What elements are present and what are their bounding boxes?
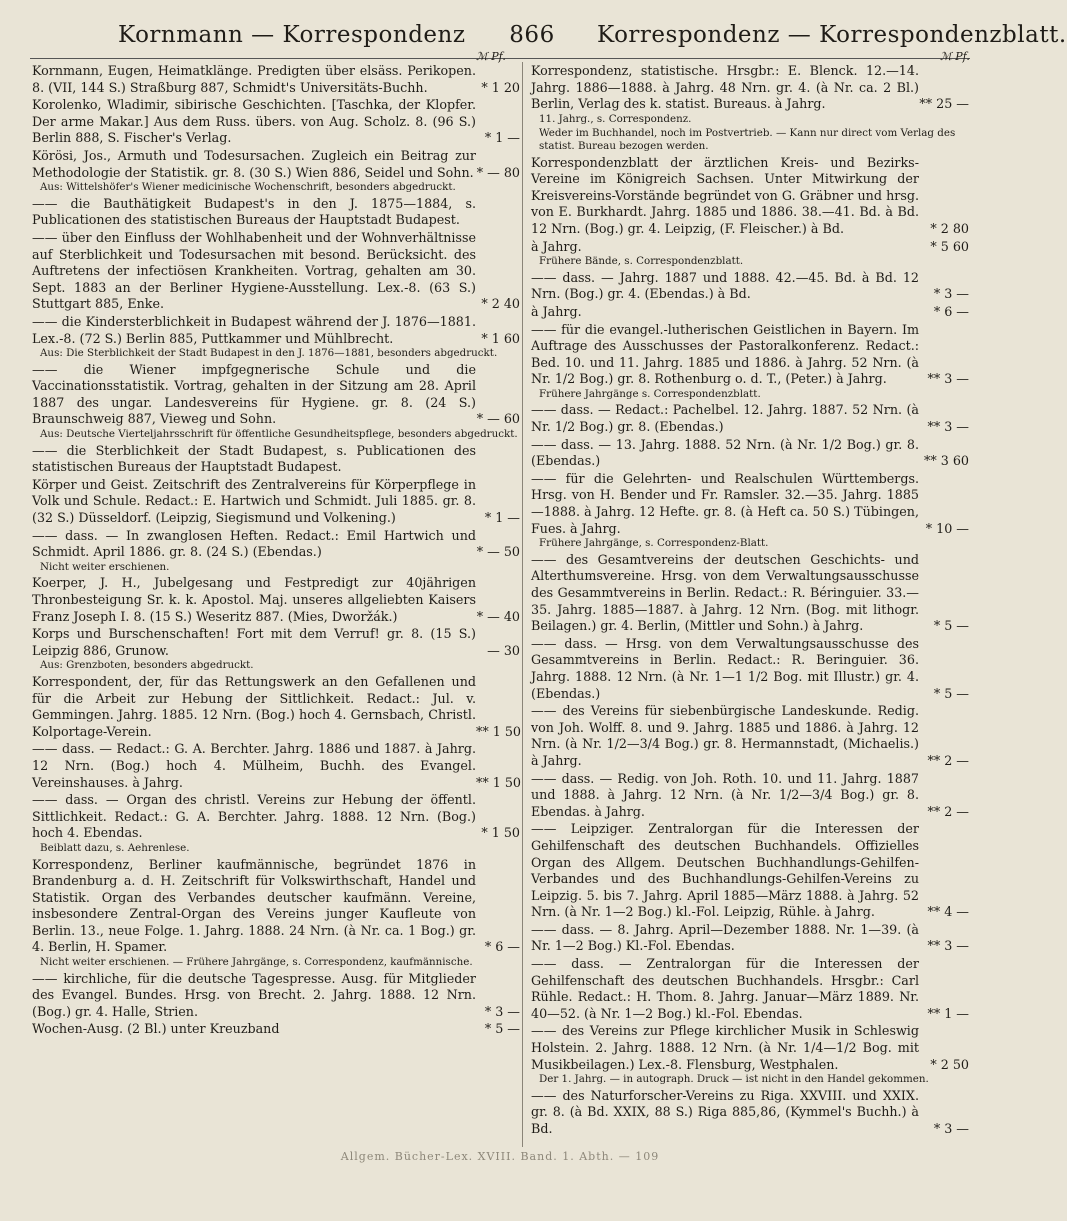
entry-price: * 1 20 bbox=[481, 79, 520, 95]
bibliography-entry bbox=[32, 857, 520, 957]
entry-text: Körösi, Jos., Armuth und Todesursachen. Zugleich ein Beitrag zur Methodologie der Statistik. gr. 8. (30 S.) Wien 886, Seidel und Sohn. bbox=[32, 147, 476, 180]
running-head-left: Kornmann — Korrespondenz bbox=[118, 22, 466, 48]
bibliography-entry bbox=[531, 437, 969, 470]
entry-text: —— die Sterblichkeit der Stadt Budapest, s. Publicationen des statistischen Bureaus der Hauptstadt Budapest. bbox=[32, 442, 476, 475]
entry-price: * 10 — bbox=[925, 520, 969, 536]
entry-price: * 5 — bbox=[933, 685, 969, 701]
entry-note: Frühere Jahrgänge s. Correspondenzblatt. bbox=[539, 387, 761, 400]
entry-text: Kornmann, Eugen, Heimatklänge. Predigten über elsäss. Perikopen. 8. (VII, 144 S.) Straßburg 887, Schmidt's Universitäts-Buchh. bbox=[32, 63, 476, 95]
bibliography-entry bbox=[32, 477, 520, 527]
entry-text: —— dass. — Jahrg. 1887 und 1888. 42.—45. Bd. à Bd. 12 Nrn. (Bog.) gr. 4. (Ebendas.) à Bd. bbox=[531, 269, 919, 302]
entry-text: Koerper, J. H., Jubelgesang und Festpredigt zur 40jährigen Thronbesteigung Sr. k. k. Apostol. Maj. unseres allgeliebten Kaisers Franz Joseph I. 8. (15 S.) Weseritz 887. (Mies, Dworžák.) bbox=[32, 575, 476, 624]
bibliography-entry bbox=[32, 230, 520, 313]
entry-note: Aus: Deutsche Vierteljahrsschrift für öffentliche Gesundheitspflege, besonders abgedruckt. bbox=[40, 428, 518, 441]
entry-price: ** 1 50 bbox=[476, 723, 521, 739]
entry-price: * 2 50 bbox=[930, 1056, 969, 1072]
price-columns-label-right: ℳ Pf. bbox=[940, 50, 970, 63]
entry-note: Aus: Grenzboten, besonders abgedruckt. bbox=[40, 659, 254, 672]
entry-text: à Jahrg. bbox=[531, 238, 582, 254]
entry-price: * 6 — bbox=[484, 939, 520, 955]
bibliography-entry bbox=[531, 636, 969, 702]
entry-price: * 3 — bbox=[484, 1003, 520, 1019]
bibliography-entry bbox=[531, 771, 969, 821]
entry-note: Beiblatt dazu, s. Aehrenlese. bbox=[40, 841, 190, 854]
column-divider bbox=[522, 62, 523, 1147]
bibliography-entry bbox=[32, 443, 520, 476]
page-number: 866 bbox=[509, 22, 555, 48]
bibliography-entry bbox=[32, 792, 520, 842]
entry-price: ** 4 — bbox=[927, 904, 969, 920]
entry-price: ** 1 — bbox=[927, 1005, 969, 1021]
bibliography-entry bbox=[531, 239, 969, 256]
bibliography-entry bbox=[32, 97, 520, 147]
entry-price: * 5 — bbox=[933, 618, 969, 634]
entry-price: ** 25 — bbox=[919, 96, 969, 112]
bibliography-entry bbox=[531, 471, 969, 537]
entry-price: * 2 80 bbox=[930, 220, 969, 236]
entry-price: * 6 — bbox=[933, 303, 969, 319]
bibliography-entry bbox=[32, 741, 520, 791]
entry-note: Der 1. Jahrg. — in autograph. Druck — ist nicht in den Handel gekommen. bbox=[539, 1073, 929, 1086]
price-columns-label-left: ℳ Pf. bbox=[476, 50, 506, 63]
entry-text: Korrespondenz, Berliner kaufmännische, begründet 1876 in Brandenburg a. d. H. Zeitschrift für Volkswirthschaft, Handel und Statistik. Organ des Verbandes deutscher kaufmänn. Vereine, insbesondere Zentral-Organ des Vereins junger Kaufleute von Berlin. 13., neue Folge. 1. Jahrg. 1888. 24 Nrn. (à Nr. ca. 1 Bog.) gr. 4. Berlin, H. Spamer. bbox=[32, 856, 476, 955]
entry-note: Nicht weiter erschienen. — Frühere Jahrgänge, s. Correspondenz, kaufmännische. bbox=[40, 956, 473, 969]
entry-price: * — 50 bbox=[476, 544, 520, 560]
entry-price: * 3 — bbox=[933, 1121, 969, 1136]
entry-price: ** 1 50 bbox=[476, 774, 521, 790]
entry-price: ** 2 — bbox=[927, 752, 969, 768]
entry-price: * — 60 bbox=[476, 411, 520, 427]
entry-text: —— die Bauthätigkeit Budapest's in den J. 1875—1884, s. Publicationen des statistischen Bureaus der Hauptstadt Budapest. bbox=[32, 195, 476, 228]
bibliography-entry bbox=[32, 626, 520, 659]
entry-price: ** 3 60 bbox=[924, 453, 969, 469]
entry-text: Korrespondent, der, für das Rettungswerk an den Gefallenen und für die Arbeit zur Hebung der Sittlichkeit. Redact.: Jul. v. Gemmingen. Jahrg. 1885. 12 Nrn. (Bog.) hoch 4. Gernsbach, Christl. Kolportage-Verein. bbox=[32, 673, 476, 739]
bibliography-entry bbox=[32, 314, 520, 347]
entry-text: —— für die Gelehrten- und Realschulen Württembergs. Hrsg. von H. Bender und Fr. Ramsler. 32.—35. Jahrg. 1885—1888. à Jahrg. 12 Hefte. gr. 8. (à Heft ca. 50 S.) Tübingen, Fues. à Jahrg. bbox=[531, 470, 919, 536]
entry-text: Korrespondenz, statistische. Hrsgbr.: E. Blenck. 12.—14. Jahrg. 1886—1888. à Jahrg. 48 Nrn. gr. 4. (à Nr. ca. 2 Bl.) Berlin, Verlag des k. statist. Bureaus. à Jahrg. bbox=[531, 63, 919, 112]
entry-note: Aus: Wittelshöfer's Wiener medicinische Wochenschrift, besonders abgedruckt. bbox=[40, 181, 456, 194]
bibliography-entry bbox=[32, 148, 520, 181]
bibliography-entry bbox=[531, 304, 969, 321]
entry-price: * 5 60 bbox=[930, 238, 969, 254]
entry-text: —— des Naturforscher-Vereins zu Riga. XXVIII. und XXIX. gr. 8. (à Bd. XXIX, 88 S.) Riga 885,86, (Kymmel's Buchh.) à Bd. bbox=[531, 1087, 919, 1136]
entry-note: Frühere Bände, s. Correspondenzblatt. bbox=[539, 255, 744, 268]
page-footer: Allgem. Bücher-Lex. XVIII. Band. 1. Abth. — 109 bbox=[340, 1150, 660, 1163]
entry-note: Weder im Buchhandel, noch im Postvertrieb. — Kann nur direct vom Verlag des statist. Bureau bezogen werden. bbox=[539, 127, 956, 152]
entry-text: —— die Kindersterblichkeit in Budapest während der J. 1876—1881. Lex.-8. (72 S.) Berlin 885, Puttkammer und Mühlbrecht. bbox=[32, 313, 476, 346]
entry-text: —— dass. — Redig. von Joh. Roth. 10. und 11. Jahrg. 1887 und 1888. à Jahrg. 12 Nrn. (à Nr. 1/2—3/4 Bog.) gr. 8. Ebendas. à Jahrg. bbox=[531, 770, 919, 819]
bibliography-entry bbox=[531, 1023, 969, 1073]
entry-text: —— kirchliche, für die deutsche Tagespresse. Ausg. für Mitglieder des Evangel. Bundes. Hrsg. von Brecht. 2. Jahrg. 1888. 12 Nrn. (Bog.) gr. 4. Halle, Strien. bbox=[32, 970, 476, 1019]
entry-text: à Jahrg. bbox=[531, 303, 582, 319]
entry-note: Frühere Jahrgänge, s. Correspondenz-Blatt. bbox=[539, 537, 769, 550]
entry-text: —— dass. — 8. Jahrg. April—Dezember 1888. Nr. 1—39. (à Nr. 1—2 Bog.) Kl.-Fol. Ebendas. bbox=[531, 921, 919, 954]
entry-text: Körper und Geist. Zeitschrift des Zentralvereins für Körperpflege in Volk und Schule. Redact.: E. Hartwich und Schmidt. Juli 1885. gr. 8. (32 S.) Düsseldorf. (Leipzig, Siegismund und Volkening.) bbox=[32, 476, 476, 526]
entry-text: —— des Vereins für siebenbürgische Landeskunde. Redig. von Joh. Wolff. 8. und 9. Jahrg. 1885 und 1886. à Jahrg. 12 Nrn. (à Nr. 1/2—3/4 Bog.) gr. 8. Hermannstadt, (Michaelis.) à Jahrg. bbox=[531, 703, 919, 768]
entry-price: * — 80 bbox=[476, 164, 520, 180]
entry-text: —— die Wiener impfgegnerische Schule und die Vaccinationsstatistik. Vortrag, gehalten in der Sitzung am 28. April 1887 des ungar. Landesvereins für Hygiene. gr. 8. (24 S.) Braunschweig 887, Vieweg und Sohn. bbox=[32, 361, 476, 427]
bibliography-entry bbox=[531, 703, 969, 769]
entry-text: —— dass. — Organ des christl. Vereins zur Hebung der öffentl. Sittlichkeit. Redact.: G. A. Berchter. Jahrg. 1888. 12 Nrn. (Bog.) hoch 4. Ebendas. bbox=[32, 792, 476, 841]
entry-text: —— des Gesamtvereins der deutschen Geschichts- und Alterthumsvereine. Hrsg. von dem Verwaltungsausschusse des Gesammtvereins in Berlin. Redact.: R. Béringuier. 33.—35. Jahrg. 1885—1887. à Jahrg. 12 Nrn. (Bog. mit lithogr. Beilagen.) gr. 4. Berlin, (Mittler und Sohn.) à Jahrg. bbox=[531, 551, 919, 634]
entry-text: —— dass. — Redact.: Pachelbel. 12. Jahrg. 1887. 52 Nrn. (à Nr. 1/2 Bog.) gr. 8. (Ebendas.) bbox=[531, 402, 919, 435]
bibliography-entry bbox=[32, 674, 520, 740]
entry-text: Korrespondenzblatt der ärztlichen Kreis- und Bezirks-Vereine im Königreich Sachsen. Unter Mitwirkung der Kreisvereins-Vorstände begründet von G. Gräbner und hrsg. von E. Burkhardt. Jahrg. 1885 und 1886. 38.—41. Bd. à Bd. 12 Nrn. (Bog.) gr. 4. Leipzig, (F. Fleischer.) à Bd. bbox=[531, 154, 919, 236]
entry-price: * 1 60 bbox=[481, 330, 520, 346]
entry-note: Nicht weiter erschienen. bbox=[40, 560, 170, 573]
bibliography-entry bbox=[531, 402, 969, 435]
bibliography-entry bbox=[531, 63, 969, 113]
entry-text: Wochen-Ausg. (2 Bl.) unter Kreuzband bbox=[32, 1021, 280, 1037]
right-column bbox=[531, 63, 969, 1138]
entry-price: * 3 — bbox=[933, 286, 969, 302]
left-column bbox=[32, 63, 520, 1038]
entry-text: —— dass. — 13. Jahrg. 1888. 52 Nrn. (à Nr. 1/2 Bog.) gr. 8. (Ebendas.) bbox=[531, 436, 919, 469]
entry-text: Korps und Burschenschaften! Fort mit dem Verruf! gr. 8. (15 S.) Leipzig 886, Grunow. bbox=[32, 626, 476, 658]
entry-price: ** 3 — bbox=[927, 938, 969, 954]
entry-price: ** 2 — bbox=[927, 803, 969, 819]
bibliography-entry bbox=[32, 971, 520, 1021]
entry-price: * 2 40 bbox=[481, 296, 520, 312]
entry-price: ** 3 — bbox=[927, 419, 969, 435]
entry-price: ** 3 — bbox=[927, 371, 969, 387]
bibliography-entry bbox=[32, 575, 520, 625]
bibliography-entry bbox=[32, 362, 520, 428]
entry-price: * 1 50 bbox=[481, 825, 520, 841]
entry-price: — 30 bbox=[487, 642, 520, 658]
running-head-right: Korrespondenz — Korrespondenzblatt. bbox=[597, 22, 1067, 48]
entry-text: —— dass. — In zwanglosen Heften. Redact.: Emil Hartwich und Schmidt. April 1886. gr. 8. (24 S.) (Ebendas.) bbox=[32, 527, 476, 560]
entry-note: Aus: Die Sterblichkeit der Stadt Budapest in den J. 1876—1881, besonders abgedruckt. bbox=[40, 347, 498, 360]
bibliography-entry bbox=[32, 1021, 520, 1038]
bibliography-entry bbox=[32, 528, 520, 561]
bibliography-entry bbox=[531, 821, 969, 921]
entry-text: —— dass. — Redact.: G. A. Berchter. Jahrg. 1886 und 1887. à Jahrg. 12 Nrn. (Bog.) hoch 4. Mülheim, Buchh. des Evangel. Vereinshauses. à Jahrg. bbox=[32, 741, 476, 790]
bibliography-entry bbox=[32, 63, 520, 96]
bibliography-entry bbox=[531, 322, 969, 388]
entry-text: —— für die evangel.-lutherischen Geistlichen in Bayern. Im Auftrage des Ausschusses der Pastoralkonferenz. Redact.: Bed. 10. und 11. Jahrg. 1885 und 1886. à Jahrg. 52 Nrn. (à Nr. 1/2 Bog.) gr. 8. Rothenburg o. d. T., (Peter.) à Jahrg. bbox=[531, 321, 919, 387]
bibliography-entry bbox=[531, 956, 969, 1022]
bibliography-entry bbox=[531, 155, 969, 238]
entry-text: —— dass. — Hrsg. von dem Verwaltungsausschusse des Gesammtvereins in Berlin. Redact.: R. Beringuier. 36. Jahrg. 1888. 12 Nrn. (à Nr. 1—1 1/2 Bog. mit Illustr.) gr. 4. (Ebendas.) bbox=[531, 635, 919, 701]
bibliography-entry bbox=[531, 552, 969, 635]
entry-price: * 1 — bbox=[484, 130, 520, 146]
bibliography-entry bbox=[531, 922, 969, 955]
entry-text: —— dass. — Zentralorgan für die Interessen der Gehilfenschaft des deutschen Buchhandels. Hrsgbr.: Carl Rühle. Redact.: H. Thom. 8. Jahrg. Januar—März 1889. Nr. 40—52. (à Nr. 1—2 Bog.) kl.-Fol. Ebendas. bbox=[531, 956, 919, 1021]
bibliography-entry bbox=[531, 1088, 969, 1138]
bibliography-entry bbox=[531, 270, 969, 303]
bibliography-entry bbox=[32, 196, 520, 229]
entry-text: Korolenko, Wladimir, sibirische Geschichten. [Taschka, der Klopfer. Der arme Makar.] Aus dem Russ. übers. von Aug. Scholz. 8. (96 S.) Berlin 888, S. Fischer's Verlag. bbox=[32, 97, 476, 146]
entry-text: —— Leipziger. Zentralorgan für die Interessen der Gehilfenschaft des deutschen Buchhandels. Offizielles Organ des Allgem. Deutschen Buchhandlungs-Gehilfen-Verbandes und des Buchhandlungs-Gehilfen-Vereins zu Leipzig. 5. bis 7. Jahrg. April 1885—März 1888. à Jahrg. 52 Nrn. (à Nr. 1—2 Bog.) kl.-Fol. Leipzig, Rühle. à Jahrg. bbox=[531, 821, 919, 920]
entry-text: —— über den Einfluss der Wohlhabenheit und der Wohnverhältnisse auf Sterblichkeit und Todesursachen mit besond. Berücksicht. des Auftretens der infectiösen Krankheiten. Vortrag, gehalten am 30. Sept. 1883 an der Berliner Hygiene-Ausstellung. Lex.-8. (63 S.) Stuttgart 885, Enke. bbox=[32, 229, 476, 312]
entry-price: * 1 — bbox=[484, 510, 520, 526]
entry-text: —— des Vereins zur Pflege kirchlicher Musik in Schleswig Holstein. 2. Jahrg. 1888. 12 Nrn. (à Nr. 1/4—1/2 Bog. mit Musikbeilagen.) Lex.-8. Flensburg, Westphalen. bbox=[531, 1023, 919, 1072]
entry-price: * — 40 bbox=[476, 608, 520, 624]
entry-price: * 5 — bbox=[484, 1021, 520, 1037]
entry-note: 11. Jahrg., s. Correspondenz. bbox=[539, 112, 692, 125]
